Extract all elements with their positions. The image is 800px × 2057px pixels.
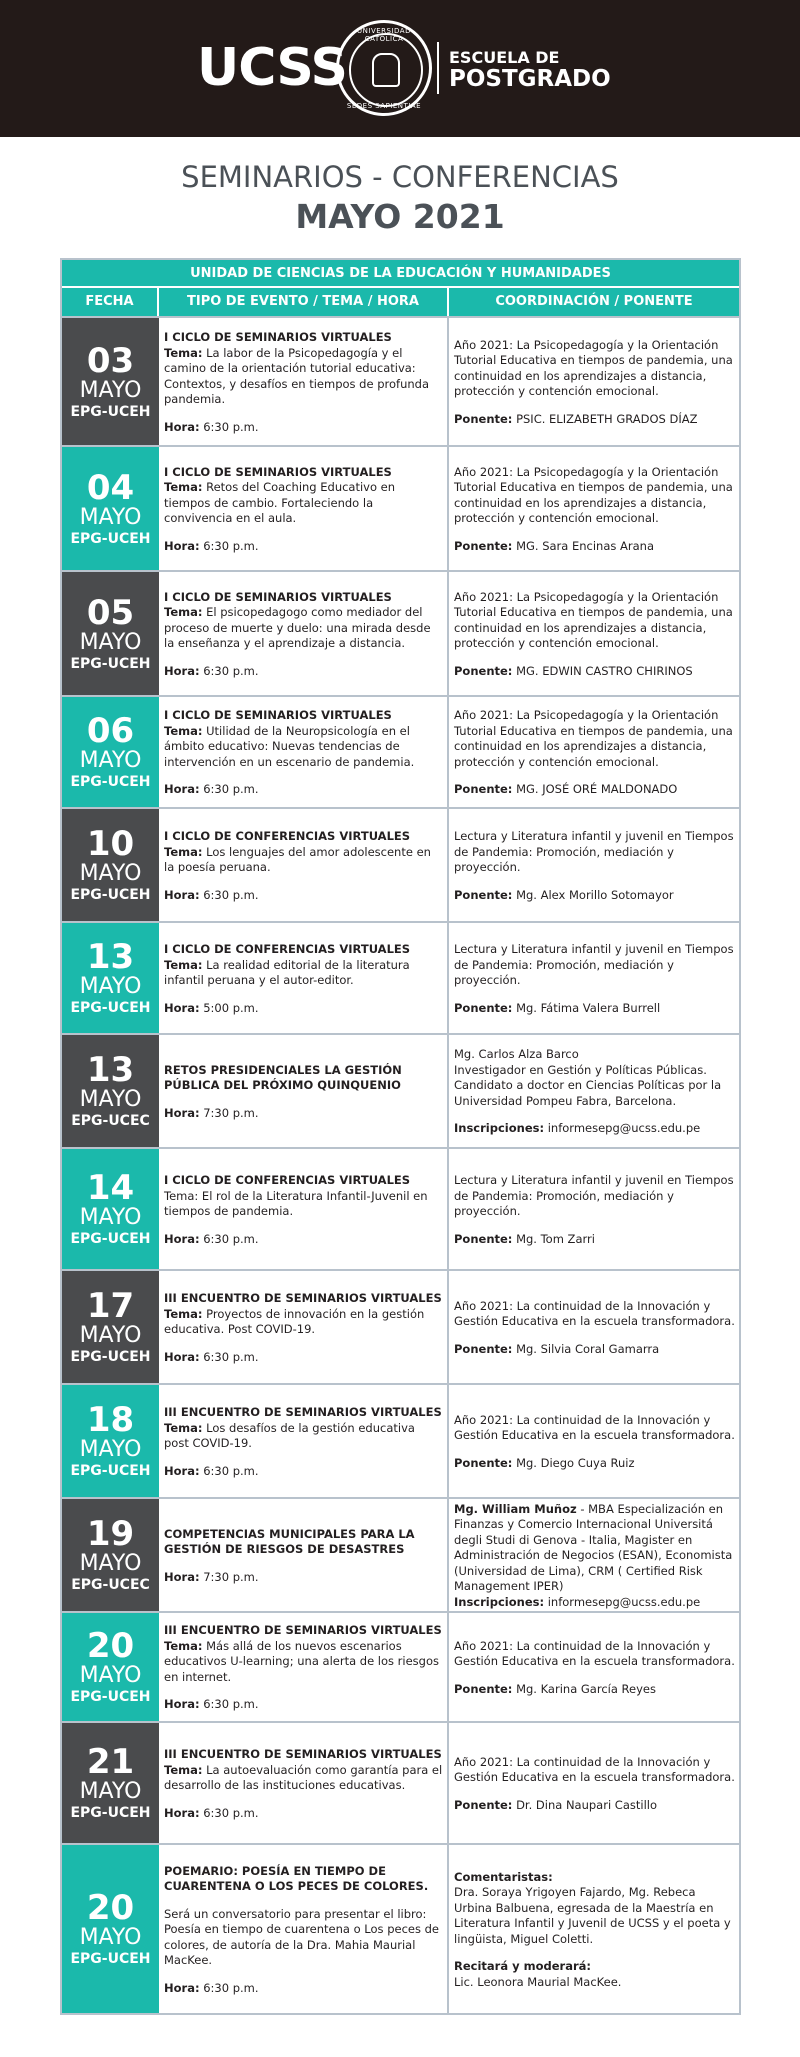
- date-cell: [62, 809, 159, 921]
- date-code: EPG-UCEC: [71, 1577, 150, 1593]
- spacer: [454, 1786, 735, 1798]
- ponente: [454, 664, 735, 680]
- event-hora-value: 6:30 p.m.: [203, 887, 259, 902]
- date-day: 04: [86, 467, 135, 508]
- date-code: EPG-UCEH: [70, 1231, 151, 1247]
- coordination-cell: [449, 809, 739, 921]
- spacer: [454, 1330, 735, 1342]
- event-tema-label: Tema:: [164, 1306, 203, 1321]
- event-tema-value: Los desafíos de la gestión educativa post COVID-19.: [164, 1420, 415, 1450]
- event-hora-label: Hora:: [164, 1805, 200, 1820]
- event-cell: [159, 1271, 449, 1383]
- ucss-logo-text: UCSS: [197, 38, 347, 98]
- coordination-text: Año 2021: La Psicopedagogía y la Orientación Tutorial Educativa en tiempos de pandemia, una continuidad en los aprendizajes a distancia, protección y contención emocional.: [454, 464, 733, 526]
- date-month: MAYO: [79, 1551, 142, 1576]
- ponente-value: PSIC. ELIZABETH GRADOS DÍAZ: [516, 411, 698, 426]
- coordination-cell: [449, 697, 739, 807]
- coordination-text: Año 2021: La Psicopedagogía y la Orientación Tutorial Educativa en tiempos de pandemia, una continuidad en los aprendizajes a distancia, protección y contención emocional.: [454, 337, 733, 399]
- date-day: 17: [86, 1286, 135, 1326]
- date-day: 20: [86, 1888, 135, 1928]
- inscripciones-label: Inscripciones:: [454, 1594, 545, 1609]
- table-row: [62, 1147, 739, 1269]
- date-day: 19: [86, 1514, 135, 1554]
- event-hora-label: Hora:: [164, 1349, 200, 1364]
- event-cell: [159, 1035, 449, 1147]
- event-hora: [164, 888, 443, 904]
- university-seal-icon: [336, 20, 432, 116]
- coordination-cell: [449, 1845, 739, 2013]
- date-cell: [62, 447, 159, 570]
- ponente-value: Dr. Dina Naupari Castillo: [516, 1797, 658, 1812]
- date-code: EPG-UCEH: [70, 887, 151, 903]
- date-month: MAYO: [79, 377, 142, 403]
- event-tema: [164, 1639, 443, 1686]
- date-day: 14: [86, 1168, 135, 1208]
- date-cell: [62, 572, 159, 695]
- coordination-cell: [449, 447, 739, 570]
- ponente-value: MG. EDWIN CASTRO CHIRINOS: [516, 663, 693, 678]
- ponente-value: Mg. Diego Cuya Ruiz: [516, 1455, 635, 1470]
- table-row: [62, 807, 739, 921]
- coordination-cell: [449, 1149, 739, 1269]
- date-code: EPG-UCEH: [70, 774, 151, 790]
- date-month: MAYO: [79, 1779, 142, 1804]
- table-row: [62, 1721, 739, 1843]
- date-day: 10: [86, 824, 135, 864]
- event-hora: [164, 1464, 443, 1480]
- event-cell: [159, 1499, 449, 1611]
- ponente: [454, 1798, 735, 1814]
- event-title: III ENCUENTRO DE SEMINARIOS VIRTUALES: [164, 1623, 442, 1638]
- date-cell: [62, 1271, 159, 1383]
- ponente: [454, 539, 735, 555]
- spacer: [454, 876, 735, 888]
- coordinator-bio: - MBA Especialización en Finanzas y Comercio Internacional Universitá degli Studi di Genova - Italia, Magister en Administración de Negocios (ESAN), Economista (Universidad de Lima), CRM ( Certified Risk Management IPER): [454, 1501, 733, 1594]
- event-hora: [164, 664, 443, 680]
- event-hora-label: Hora:: [164, 1697, 200, 1712]
- date-month: MAYO: [79, 1205, 142, 1230]
- event-hora-value: 6:30 p.m.: [203, 419, 259, 434]
- event-title: I CICLO DE CONFERENCIAS VIRTUALES: [164, 942, 411, 956]
- spacer: [454, 1109, 735, 1121]
- date-month: MAYO: [79, 1437, 142, 1462]
- date-code: EPG-UCEH: [70, 530, 151, 547]
- table-row: [62, 570, 739, 695]
- ponente: [454, 1342, 735, 1358]
- page-title: SEMINARIOS - CONFERENCIAS: [181, 160, 619, 194]
- date-month: MAYO: [79, 1323, 142, 1348]
- event-tema-label: Tema:: [164, 957, 203, 972]
- col-header-tipo: TIPO DE EVENTO / TEMA / HORA: [159, 288, 449, 316]
- logo-divider: [437, 42, 439, 94]
- ponente-label: Ponente:: [454, 1797, 513, 1812]
- header-banner: [0, 0, 800, 137]
- event-cell: [159, 1723, 449, 1843]
- event-tema-label: Tema:: [164, 1638, 203, 1653]
- date-month: MAYO: [79, 629, 142, 655]
- event-hora-value: 6:30 p.m.: [203, 1980, 259, 1995]
- event-title: I CICLO DE SEMINARIOS VIRTUALES: [164, 464, 392, 479]
- seal-top-text: UNIVERSIDAD CATÓLICA: [357, 27, 411, 43]
- spacer: [164, 770, 443, 782]
- event-cell: [159, 318, 449, 445]
- ponente-label: Ponente:: [454, 1455, 513, 1470]
- ponente: [454, 1232, 735, 1248]
- comentaristas-label: Comentaristas:: [454, 1869, 553, 1884]
- event-title: III ENCUENTRO DE SEMINARIOS VIRTUALES: [164, 1291, 442, 1305]
- coordinator-name: Mg. William Muñoz: [454, 1501, 577, 1516]
- ponente-value: Mg. Karina García Reyes: [516, 1681, 656, 1696]
- event-tema-label: Tema:: [164, 1420, 203, 1435]
- spacer: [164, 1895, 443, 1907]
- spacer: [454, 652, 735, 664]
- ponente-label: Ponente:: [454, 411, 513, 426]
- date-cell: [62, 1035, 159, 1147]
- date-day: 13: [86, 1050, 135, 1090]
- date-code: EPG-UCEH: [70, 1805, 151, 1821]
- col-header-coordinacion: COORDINACIÓN / PONENTE: [495, 294, 693, 309]
- event-hora: [164, 1806, 443, 1822]
- date-cell: [62, 1149, 159, 1269]
- inscripciones-value: informesepg@ucss.edu.pe: [547, 1121, 701, 1136]
- ponente-label: Ponente:: [454, 1231, 513, 1246]
- ponente-value: Mg. Silvia Coral Gamarra: [516, 1341, 660, 1356]
- coordination-line: Candidato a doctor en Ciencias Políticas por la Universidad Pompeu Fabra, Barcelona.: [454, 1078, 722, 1108]
- spacer: [164, 408, 443, 420]
- coordination-cell: [449, 1385, 739, 1497]
- ponente: [454, 782, 735, 798]
- spacer: [454, 1670, 735, 1682]
- date-code: EPG-UCEH: [70, 1951, 151, 1967]
- event-hora-label: Hora:: [164, 538, 200, 553]
- inscripciones: [454, 1121, 735, 1137]
- date-month: MAYO: [79, 1663, 142, 1688]
- spacer: [164, 1338, 443, 1350]
- spacer: [454, 400, 735, 412]
- event-tema-label: Tema:: [164, 844, 203, 859]
- spacer: [164, 1794, 443, 1806]
- date-day: 05: [86, 592, 135, 633]
- event-hora-value: 6:30 p.m.: [203, 538, 259, 553]
- spacer: [164, 1558, 443, 1570]
- event-hora-label: Hora:: [164, 782, 200, 797]
- event-hora-label: Hora:: [164, 1105, 200, 1120]
- ponente-value: Mg. Tom Zarri: [516, 1231, 595, 1246]
- date-cell: [62, 1613, 159, 1721]
- event-tema: [164, 480, 443, 527]
- coordination-text: Año 2021: La Psicopedagogía y la Orientación Tutorial Educativa en tiempos de pandemia, una continuidad en los aprendizajes a distancia, protección y contención emocional.: [454, 708, 733, 769]
- event-tema-value: El psicopedagogo como mediador del proceso de muerte y duelo: una mirada desde la enseñanza y el aprendizaje a distancia.: [164, 605, 431, 651]
- event-hora-value: 7:30 p.m.: [203, 1105, 259, 1120]
- spacer: [164, 1094, 443, 1106]
- table-row: [62, 1383, 739, 1497]
- spacer: [164, 1452, 443, 1464]
- ponente-label: Ponente:: [454, 538, 513, 553]
- table-row: [62, 1033, 739, 1147]
- event-hora-label: Hora:: [164, 419, 200, 434]
- coordination-line: Mg. Carlos Alza Barco: [454, 1047, 579, 1062]
- comentaristas: Dra. Soraya Yrigoyen Fajardo, Mg. Rebeca Urbina Balbuena, egresada de la Maestría en Literatura Infantil y Juvenil de UCSS y el poeta y lingüista, Miguel Coletti.: [454, 1885, 731, 1946]
- school-name-line1: ESCUELA DE: [449, 48, 560, 67]
- date-month: MAYO: [79, 974, 142, 999]
- spacer: [164, 1969, 443, 1981]
- event-tema-value: Retos del Coaching Educativo en tiempos de cambio. Fortaleciendo la convivencia en el aula.: [164, 480, 396, 526]
- event-tema-label: Tema:: [164, 605, 203, 620]
- date-cell: [62, 1723, 159, 1843]
- event-tema-value: Proyectos de innovación en la gestión educativa. Post COVID-19.: [164, 1306, 425, 1336]
- event-tema: Tema: El rol de la Literatura Infantil-Juvenil en tiempos de pandemia.: [164, 1188, 428, 1218]
- spacer: [164, 527, 443, 539]
- event-hora-value: 6:30 p.m.: [203, 1349, 259, 1364]
- coordination-cell: [449, 1271, 739, 1383]
- school-name-line2: POSTGRADO: [449, 66, 611, 92]
- event-tema-value: La autoevaluación como garantía para el desarrollo de las instituciones educativas.: [164, 1762, 443, 1792]
- event-hora-value: 6:30 p.m.: [203, 1697, 259, 1712]
- event-tema: [164, 1307, 443, 1338]
- date-month: MAYO: [79, 748, 142, 773]
- coordination-text: Año 2021: La continuidad de la Innovación y Gestión Educativa en la escuela transformadora.: [454, 1298, 735, 1329]
- spacer: [164, 1685, 443, 1697]
- event-hora: [164, 1981, 443, 1997]
- event-title: POEMARIO: POESÍA EN TIEMPO DE CUARENTENA O LOS PECES DE COLORES.: [164, 1863, 429, 1894]
- date-month: MAYO: [79, 504, 142, 530]
- event-tema: [164, 845, 443, 876]
- recita-label: Recitará y moderará:: [454, 1959, 591, 1974]
- event-cell: [159, 1149, 449, 1269]
- spacer: [164, 1220, 443, 1232]
- event-hora: [164, 782, 443, 798]
- date-day: 03: [86, 340, 135, 381]
- event-title: I CICLO DE SEMINARIOS VIRTUALES: [164, 330, 392, 344]
- event-hora-label: Hora:: [164, 663, 200, 678]
- spacer: [164, 652, 443, 664]
- date-code: EPG-UCEH: [70, 1463, 151, 1479]
- coordination-text: Año 2021: La continuidad de la Innovación y Gestión Educativa en la escuela transformadora.: [454, 1412, 735, 1443]
- coordination-cell: [449, 1499, 739, 1611]
- event-hora: [164, 1697, 443, 1713]
- date-day: 06: [86, 711, 135, 751]
- coordination-text: [454, 1502, 735, 1595]
- spacer: [454, 989, 735, 1001]
- event-tema: [164, 346, 443, 408]
- event-tema: [164, 605, 443, 652]
- event-hora: [164, 1570, 443, 1586]
- unit-header: UNIDAD DE CIENCIAS DE LA EDUCACIÓN Y HUMANIDADES: [62, 260, 739, 288]
- date-day: 18: [86, 1400, 135, 1440]
- ponente-value: MG. JOSÉ ORÉ MALDONADO: [516, 782, 678, 797]
- ponente-label: Ponente:: [454, 782, 513, 797]
- table-row: [62, 316, 739, 445]
- event-cell: [159, 697, 449, 807]
- event-cell: [159, 1385, 449, 1497]
- date-day: 20: [86, 1626, 135, 1666]
- ponente-label: Ponente:: [454, 663, 513, 678]
- date-code: EPG-UCEH: [70, 1349, 151, 1365]
- coordination-cell: [449, 1723, 739, 1843]
- coordination-text: Lectura y Literatura infantil y juvenil en Tiempos de Pandemia: Promoción, mediación y proyección.: [454, 1173, 734, 1218]
- inscripciones-label: Inscripciones:: [454, 1121, 545, 1136]
- coordination-cell: [449, 318, 739, 445]
- event-tema-label: Tema:: [164, 1762, 203, 1777]
- event-hora: [164, 1001, 443, 1017]
- event-hora: [164, 1106, 443, 1122]
- page-subtitle: MAYO 2021: [295, 197, 505, 236]
- table-row: [62, 1269, 739, 1383]
- event-hora-value: 6:30 p.m.: [203, 663, 259, 678]
- event-tema-value: Los lenguajes del amor adolescente en la poesía peruana.: [164, 844, 431, 874]
- event-title: III ENCUENTRO DE SEMINARIOS VIRTUALES: [164, 1405, 442, 1419]
- event-tema-value: La labor de la Psicopedagogía y el camino de la orientación tutorial educativa: Contextos, y desafíos en tiempos de profunda pandemia.: [164, 345, 429, 406]
- ponente: [454, 1682, 735, 1698]
- inscripciones: [454, 1595, 735, 1611]
- event-title: RETOS PRESIDENCIALES LA GESTIÓN PÚBLICA DEL PRÓXIMO QUINQUENIO: [164, 1062, 402, 1093]
- recita: Lic. Leonora Maurial MacKee.: [454, 1974, 622, 1989]
- event-tema: [164, 1763, 443, 1794]
- ponente-value: Mg. Fátima Valera Burrell: [516, 1000, 661, 1015]
- event-cell: [159, 447, 449, 570]
- coordination-cell: [449, 572, 739, 695]
- table-row: [62, 1497, 739, 1611]
- date-cell: [62, 923, 159, 1033]
- event-tema-value: Utilidad de la Neuropsicología en el ámbito educativo: Nuevas tendencias de intervención en un escenario de pandemia.: [164, 723, 415, 769]
- event-hora-label: Hora:: [164, 1980, 200, 1995]
- ponente-label: Ponente:: [454, 1681, 513, 1696]
- spacer: [454, 1947, 735, 1959]
- event-hora: [164, 420, 443, 436]
- date-code: EPG-UCEH: [70, 655, 151, 672]
- event-tema: [164, 958, 443, 989]
- col-header-fecha: FECHA: [62, 288, 159, 316]
- seal-bottom-text: SEDES SAPIENTIAE: [346, 102, 422, 110]
- table-row: [62, 921, 739, 1033]
- inscripciones-value: informesepg@ucss.edu.pe: [547, 1594, 701, 1609]
- date-cell: [62, 697, 159, 807]
- event-hora-value: 6:30 p.m.: [203, 1805, 259, 1820]
- event-tema-label: Tema:: [164, 723, 203, 738]
- ponente-label: Ponente:: [454, 887, 513, 902]
- coordination-text: Año 2021: La Psicopedagogía y la Orientación Tutorial Educativa en tiempos de pandemia, una continuidad en los aprendizajes a distancia, protección y contención emocional.: [454, 589, 733, 651]
- coordination-text: Lectura y Literatura infantil y juvenil en Tiempos de Pandemia: Promoción, mediación y proyección.: [454, 942, 734, 987]
- event-title: I CICLO DE CONFERENCIAS VIRTUALES: [164, 829, 411, 843]
- ponente-label: Ponente:: [454, 1341, 513, 1356]
- date-cell: [62, 1499, 159, 1611]
- date-month: MAYO: [79, 861, 142, 886]
- event-hora: [164, 539, 443, 555]
- coordination-cell: [449, 923, 739, 1033]
- event-hora: [164, 1232, 443, 1248]
- date-cell: [62, 1385, 159, 1497]
- event-title: COMPETENCIAS MUNICIPALES PARA LA GESTIÓN DE RIESGOS DE DESASTRES: [164, 1526, 415, 1557]
- ponente: [454, 1456, 735, 1472]
- date-code: EPG-UCEC: [71, 1113, 150, 1129]
- event-tema-label: Tema:: [164, 480, 203, 495]
- event-title: I CICLO DE SEMINARIOS VIRTUALES: [164, 589, 392, 604]
- event-hora-label: Hora:: [164, 1000, 200, 1015]
- ponente: [454, 1001, 735, 1017]
- spacer: [164, 876, 443, 888]
- event-hora-value: 6:30 p.m.: [203, 1463, 259, 1478]
- spacer: [454, 1444, 735, 1456]
- coordination-line: Investigador en Gestión y Políticas Públicas.: [454, 1062, 707, 1077]
- spacer: [454, 1220, 735, 1232]
- coordination-cell: [449, 1035, 739, 1147]
- event-tema-value: La realidad editorial de la literatura infantil peruana y el autor-editor.: [164, 957, 410, 987]
- event-title: I CICLO DE CONFERENCIAS VIRTUALES: [164, 1173, 411, 1187]
- event-hora-label: Hora:: [164, 1569, 200, 1584]
- column-headers: [62, 288, 739, 316]
- event-cell: [159, 572, 449, 695]
- coordination-cell: [449, 1613, 739, 1721]
- table-row: [62, 1843, 739, 2013]
- event-title: I CICLO DE SEMINARIOS VIRTUALES: [164, 708, 392, 723]
- coordination-text: Lectura y Literatura infantil y juvenil en Tiempos de Pandemia: Promoción, mediación y proyección.: [454, 829, 734, 874]
- ponente-value: Mg. Alex Morillo Sotomayor: [516, 887, 674, 902]
- spacer: [454, 770, 735, 782]
- date-month: MAYO: [79, 1925, 142, 1950]
- date-month: MAYO: [79, 1087, 142, 1112]
- event-hora-label: Hora:: [164, 1231, 200, 1246]
- event-hora-value: 6:30 p.m.: [203, 1231, 259, 1246]
- date-day: 21: [86, 1742, 135, 1782]
- table-row: [62, 695, 739, 807]
- event-tema-label: Tema:: [164, 345, 203, 360]
- event-tema-value: Más allá de los nuevos escenarios educativos U-learning; una alerta de los riesgos en internet.: [164, 1638, 440, 1684]
- event-cell: [159, 809, 449, 921]
- table-row: [62, 445, 739, 570]
- event-tema: [164, 724, 443, 771]
- spacer: [454, 527, 735, 539]
- event-cell: [159, 1845, 449, 2013]
- table-row: [62, 1611, 739, 1721]
- ponente-label: Ponente:: [454, 1000, 513, 1015]
- date-code: EPG-UCEH: [70, 1000, 151, 1016]
- ponente: [454, 412, 735, 428]
- events-table: [60, 258, 741, 2015]
- coordination-text: Año 2021: La continuidad de la Innovación y Gestión Educativa en la escuela transformadora.: [454, 1754, 735, 1785]
- event-hora: [164, 1350, 443, 1366]
- event-tema: [164, 1421, 443, 1452]
- event-cell: [159, 1613, 449, 1721]
- date-cell: [62, 1845, 159, 2013]
- date-code: EPG-UCEH: [70, 403, 151, 420]
- event-hora-value: 7:30 p.m.: [203, 1569, 259, 1584]
- event-cell: [159, 923, 449, 1033]
- ponente: [454, 888, 735, 904]
- ponente-value: MG. Sara Encinas Arana: [516, 538, 655, 553]
- event-hora-label: Hora:: [164, 1463, 200, 1478]
- spacer: [164, 989, 443, 1001]
- date-day: 13: [86, 937, 135, 977]
- event-title: III ENCUENTRO DE SEMINARIOS VIRTUALES: [164, 1747, 442, 1761]
- coordination-text: Año 2021: La continuidad de la Innovación y Gestión Educativa en la escuela transformadora.: [454, 1638, 735, 1669]
- event-description: Será un conversatorio para presentar el libro: Poesía en tiempo de cuarentena o Los peces de colores, de autoría de la Dra. Mahia Maurial MacKee.: [164, 1906, 439, 1968]
- date-code: EPG-UCEH: [70, 1689, 151, 1705]
- event-hora-value: 6:30 p.m.: [203, 782, 259, 797]
- date-cell: [62, 318, 159, 445]
- event-hora-label: Hora:: [164, 887, 200, 902]
- event-hora-value: 5:00 p.m.: [203, 1000, 259, 1015]
